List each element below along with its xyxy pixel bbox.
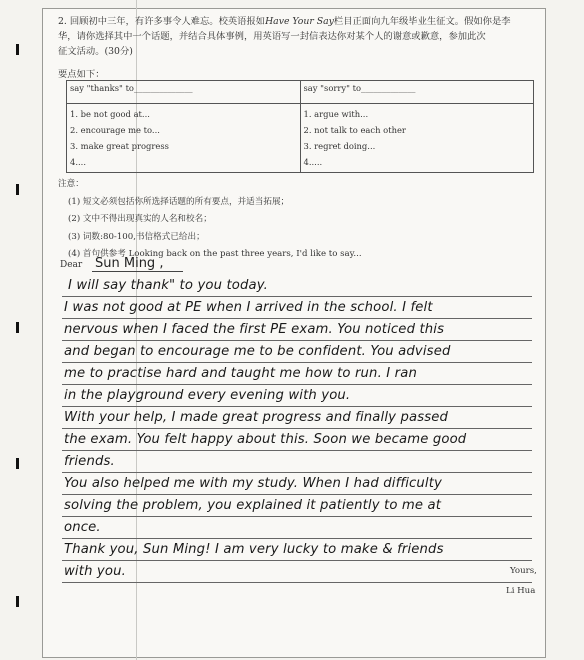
- note-item: (2) 文中不得出现真实的人名和校名；: [68, 214, 212, 224]
- note-item: (1) 短文必须包括你所选择话题的所有要点，并适当拓展；: [68, 196, 290, 207]
- list-item: 1. be not good at...: [70, 109, 150, 119]
- writing-line: [62, 318, 532, 319]
- scan-mark: [16, 184, 19, 195]
- points-table: [66, 80, 534, 173]
- handwritten-line: with you.: [64, 564, 126, 579]
- handwritten-line: Thank you, Sun Ming! I am very lucky to make & friends: [64, 542, 444, 557]
- writing-line: [62, 582, 532, 583]
- writing-line: [62, 538, 532, 539]
- closing: Yours,: [510, 566, 537, 576]
- writing-line: [62, 384, 532, 385]
- writing-line: [62, 516, 532, 517]
- signature: Li Hua: [506, 586, 536, 596]
- handwritten-line: once.: [64, 520, 101, 535]
- writing-line: [62, 494, 532, 495]
- list-item: 3. regret doing...: [303, 141, 376, 151]
- writing-line: [62, 406, 532, 407]
- scan-mark: [16, 458, 19, 469]
- scan-mark: [16, 322, 19, 333]
- list-item: 4....: [70, 157, 86, 167]
- handwritten-line: nervous when I faced the first PE exam. You noticed this: [64, 322, 445, 337]
- recipient-name: Sun Ming ,: [92, 256, 183, 272]
- writing-line: [62, 296, 532, 297]
- points-label: 要点如下：: [58, 69, 105, 80]
- handwritten-line: friends.: [64, 454, 115, 469]
- writing-line: [62, 362, 532, 363]
- thanks-points: [67, 104, 301, 173]
- thanks-header: say "thanks" to______________: [67, 81, 301, 104]
- writing-line: [62, 472, 532, 473]
- handwritten-line: and began to encourage me to be confident. You advised: [64, 344, 451, 359]
- note-item: (3) 词数:80-100,书信格式已给出；: [68, 231, 205, 242]
- question-prompt: [58, 14, 532, 59]
- notes: [58, 176, 362, 264]
- scan-mark: [16, 596, 19, 607]
- writing-line: [62, 450, 532, 451]
- list-item: 2. encourage me to...: [70, 125, 160, 135]
- question-line-3: 征文活动。(30分): [58, 46, 133, 57]
- list-item: 1. argue with...: [303, 109, 369, 119]
- handwritten-line: the exam. You felt happy about this. Soon we became good: [64, 432, 467, 447]
- handwritten-line: I was not good at PE when I arrived in the school. I felt: [64, 300, 433, 315]
- question-line-2: 华，请你选择其中一个话题，并结合具体事例，用英语写一封信表达你对某个人的谢意或歉意，参加此次: [58, 31, 486, 42]
- list-item: 3. make great progress: [70, 141, 169, 151]
- scan-mark: [16, 44, 19, 55]
- handwritten-line: With your help, I made great progress and finally passed: [64, 410, 449, 425]
- handwritten-line: me to practise hard and taught me how to run. I ran: [64, 366, 417, 381]
- list-item: 2. not talk to each other: [303, 125, 406, 135]
- sorry-header: say "sorry" to_____________: [300, 81, 534, 104]
- writing-line: [62, 560, 532, 561]
- notes-title: 注意：: [58, 179, 84, 189]
- handwritten-line: in the playground every evening with you.: [64, 388, 351, 403]
- sorry-points: [300, 104, 534, 173]
- writing-line: [62, 340, 532, 341]
- handwritten-line: You also helped me with my study. When I had difficulty: [64, 476, 443, 491]
- handwritten-line: I will say thank" to you today.: [68, 278, 269, 293]
- handwritten-line: solving the problem, you explained it patiently to me at: [64, 498, 442, 513]
- dear-label: Dear: [60, 260, 83, 270]
- writing-line: [62, 428, 532, 429]
- question-line-1: 2. 回顾初中三年，有许多事令人难忘。校英语报如Have Your Say栏目正面向九年级毕业生征文。假如你是李: [58, 16, 511, 27]
- note-item: (4) 首句供参考 Looking back on the past three years, I'd like to say...: [68, 249, 362, 259]
- column-name: Have Your Say: [265, 16, 334, 27]
- list-item: 4.....: [303, 157, 323, 167]
